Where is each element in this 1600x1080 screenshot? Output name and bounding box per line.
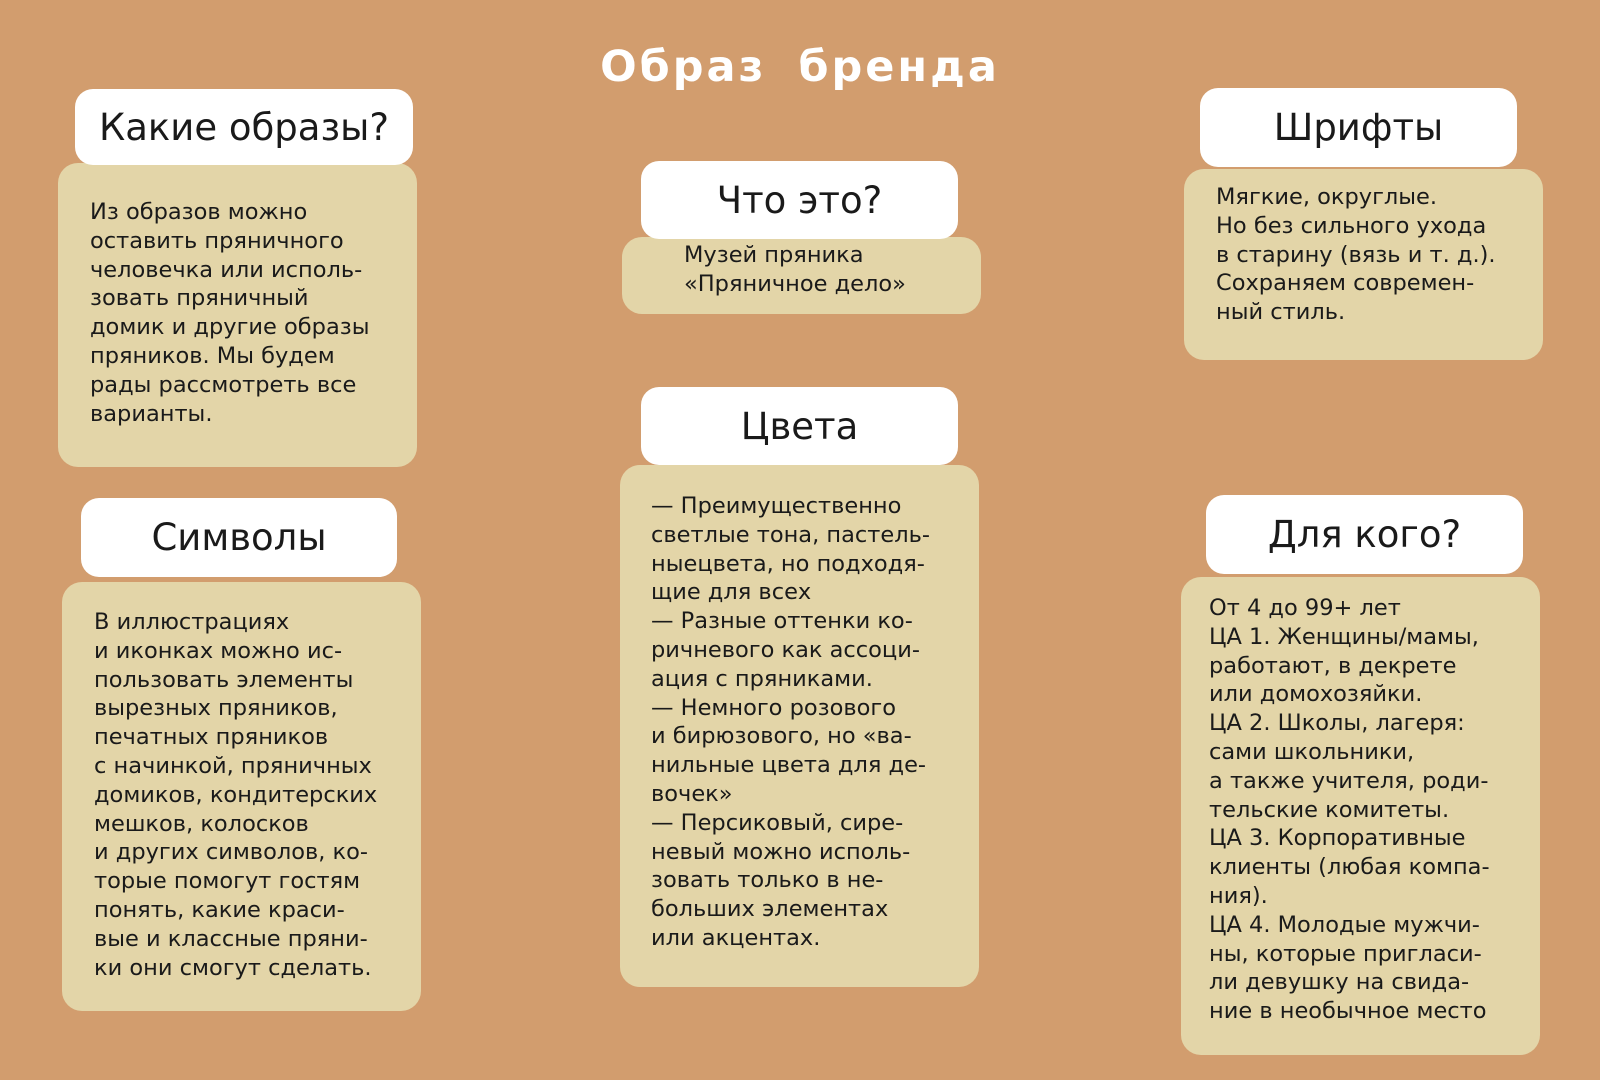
- fonts-card: Мягкие, округлые. Но без сильного ухода в старину (вязь и т. д.). Сохраняем современ- ный стиль.: [1184, 169, 1543, 360]
- images-heading: Какие образы?: [75, 89, 413, 165]
- audience-card: От 4 до 99+ лет ЦА 1. Женщины/мамы, работают, в декрете или домохозяйки. ЦА 2. Школы, лагеря: сами школьники, а также учителя, роди- тельские комитеты. ЦА 3. Корпоративные клиенты (любая компа- ния). ЦА 4. Молодые мужчи- ны, которые пригласи- ли девушку на свида- ние в необычное место: [1181, 577, 1540, 1055]
- audience-heading: Для кого?: [1206, 495, 1523, 574]
- images-card: Из образов можно оставить пряничного человечка или исполь- зовать пряничный домик и другие образы пряников. Мы будем рады рассмотреть все варианты.: [58, 163, 417, 467]
- colors-heading: Цвета: [641, 387, 958, 465]
- page-title: Образ бренда: [600, 42, 1000, 92]
- symbols-heading: Символы: [81, 498, 397, 577]
- colors-card: — Преимущественно светлые тона, пастель- ныецвета, но подходя- щие для всех — Разные оттенки ко- ричневого как ассоци- ация с пряниками. — Немного розового и бирюзового, но «ва- нильные цвета для де- вочек» — Персиковый, сире- невый можно исполь- зовать только в не- больших элементах или акцентах.: [620, 465, 979, 987]
- fonts-heading: Шрифты: [1200, 88, 1517, 167]
- what-heading: Что это?: [641, 161, 958, 239]
- symbols-card: В иллюстрациях и иконках можно ис- пользовать элементы вырезных пряников, печатных пряников с начинкой, пряничных домиков, кондитерских мешков, колосков и других символов, ко- торые помогут гостям понять, какие краси- вые и классные пряни- ки они смогут сделать.: [62, 582, 421, 1011]
- what-card: Музей пряника «Пряничное дело»: [622, 237, 981, 314]
